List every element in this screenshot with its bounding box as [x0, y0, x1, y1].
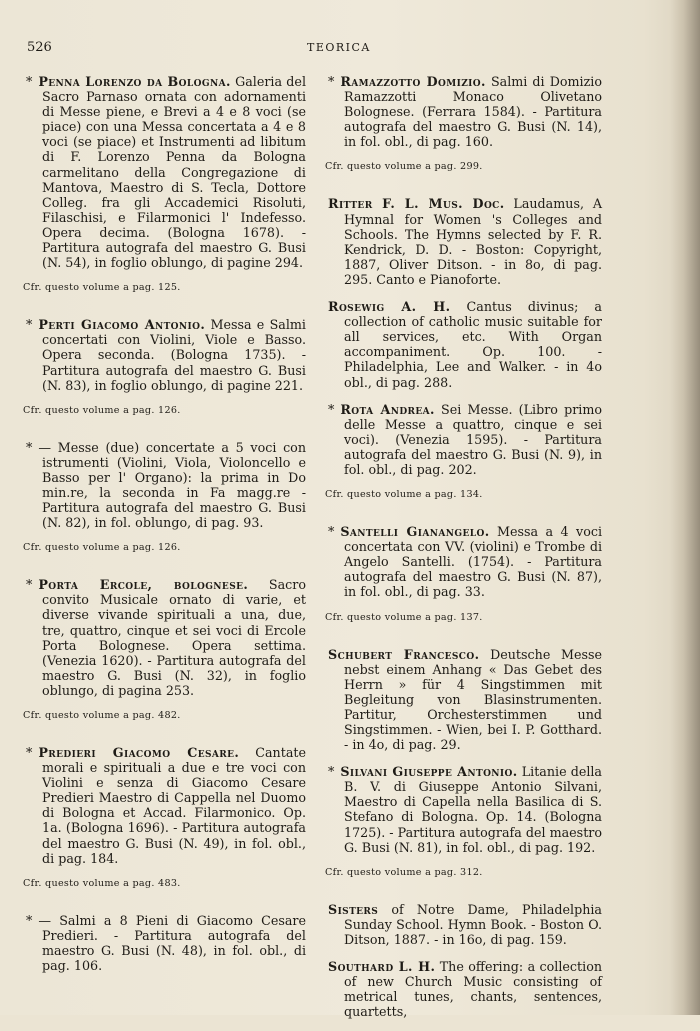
entry-heading: Rota Andrea.	[340, 401, 435, 417]
entry-description: Galeria del Sacro Parnaso ornata con adornamenti di Messe piene, e Brevi a 4 e 8 voci (se piace) con una Messa concertata a 4 e 8 voci (se piace) et Instrumenti ad libitum di F. Lorenzo Penna da Bologna carmelitano della Congregazione di Mantova, Maestro di S. Tecla, Dottore Colleg. fra gli Accademici Risoluti, Filaschisi, e Filarmonici l' Indefesso. Opera decima. (Bologna 1678). - Partitura autografa del maestro G. Busi (N. 54), in foglio oblungo, di pagine 294.	[42, 74, 307, 271]
entry-heading: Southard L. H.	[328, 959, 436, 975]
entry-description: Litanie della B. V. di Giuseppe Antonio Silvani, Maestro di Capella nella Basilica di S. Stefano di Bologna. Op. 14. (Bologna 1725). - Partitura autografa del maestro G. Busi (N. 81), in fol. obl., di pag. 192.	[344, 764, 603, 855]
catalog-entry	[22, 577, 306, 698]
catalog-entry	[22, 317, 306, 392]
page-gutter-shadow	[670, 0, 700, 1015]
catalog-entry	[324, 524, 602, 599]
catalog-entry	[324, 902, 602, 947]
entry-description: Cantate morali e spirituali a due e tre voci con Violini e senza di Giacomo Cesare Predieri Maestro di Cappella nel Duomo di Bologna et Accad. Filarmonico. Op. 1a. (Bologna 1696). - Partitura autografa del maestro G. Busi (N. 49), in fol. obl., di pag. 184.	[42, 745, 306, 866]
cross-reference: Cfr. questo volume a pag. 483.	[23, 877, 181, 889]
catalog-entry	[324, 764, 602, 855]
entry-heading: Penna Lorenzo da Bologna.	[38, 74, 231, 89]
catalog-entry	[22, 74, 306, 270]
entry-heading: Sisters	[328, 901, 379, 917]
cross-reference: Cfr. questo volume a pag. 126.	[23, 404, 181, 416]
entry-star: *	[26, 577, 33, 593]
entry-star: *	[328, 764, 335, 780]
entry-star: *	[328, 74, 335, 89]
entry-description: The offering: a collection of new Church Music consisting of metrical tunes, chants, sentences, quartetts,	[344, 959, 602, 1020]
entry-star: *	[26, 74, 33, 89]
entry-star: *	[26, 439, 33, 455]
entry-description: — Messe (due) concertate a 5 voci con istrumenti (Violini, Viola, Violoncello e Basso per l' Organo): la prima in Do min.re, la seconda in Fa magg.re - Partitura autografa del maestro G. Busi (N. 82), in fol. oblungo, di pag. 93.	[38, 439, 306, 531]
entry-description: of Notre Dame, Philadelphia Sunday School. Hymn Book. - Boston O. Ditson, 1887. - in 16o, di pag. 159.	[344, 901, 602, 947]
entry-description: Sei Messe. (Libro primo delle Messe a quattro, cinque e sei voci). (Venezia 1595). - Partitura autografa del maestro G. Busi (N. 9), in fol. obl., di pag. 202.	[344, 401, 602, 477]
page-header	[27, 40, 660, 60]
entry-description: Messa a 4 voci concertata con VV. (violini) e Trombe di Angelo Santelli. (1754). - Partitura autografa del maestro G. Busi (N. 87), in fol. obl., di pag. 33.	[344, 524, 602, 600]
entry-description: Sacro convito Musicale ornato di varie, et diverse vivande spirituali a una, due, tre, quattro, cinque et sei voci di Ercole Porta Bolognese. Opera settima. (Venezia 1620). - Partitura autografa del maestro G. Busi (N. 32), in foglio oblungo, di pagina 253.	[42, 577, 306, 698]
entry-description: — Salmi a 8 Pieni di Giacomo Cesare Predieri. - Partitura autografa del maestro G. Busi (N. 48), in fol. obl., di pag. 106.	[38, 912, 306, 974]
right-column	[324, 74, 602, 1031]
entry-heading: Rosewig A. H.	[328, 299, 451, 315]
entry-star: *	[26, 745, 33, 760]
entry-heading: Schubert Francesco.	[328, 646, 480, 662]
running-head: TEORICA	[307, 41, 371, 54]
entry-star: *	[26, 912, 33, 928]
catalog-entry	[324, 299, 602, 390]
entry-heading: Porta Ercole, bolognese.	[38, 577, 249, 593]
left-column	[22, 74, 306, 985]
entry-heading: Ramazzotto Domizio.	[340, 74, 486, 89]
entry-description: Salmi di Domizio Ramazzotti Monaco Olivetano Bolognese. (Ferrara 1584). - Partitura autografa del maestro G. Busi (N. 14), in fol. obl., di pag. 160.	[344, 74, 602, 150]
entry-star: *	[328, 524, 335, 540]
cross-reference: Cfr. questo volume a pag. 125.	[23, 282, 181, 294]
entry-heading: Ritter F. L. Mus. Doc.	[328, 196, 505, 212]
catalog-entry	[22, 913, 306, 973]
cross-reference: Cfr. questo volume a pag. 137.	[325, 611, 483, 623]
entry-description: Laudamus, A Hymnal for Women 's Colleges and Schools. The Hymns selected by F. R. Kendrick, D. D. - Boston: Copyright, 1887, Oliver Ditson. - in 8o, di pag. 295. Canto e Pianoforte.	[344, 196, 602, 287]
cross-reference: Cfr. questo volume a pag. 126.	[23, 542, 181, 554]
entry-heading: Predieri Giacomo Cesare.	[38, 745, 240, 760]
entry-description: Messa e Salmi concertati con Violini, Viole e Basso. Opera seconda. (Bologna 1735). - Partitura autografa del maestro G. Busi (N. 83), in foglio oblungo, di pagine 221.	[42, 317, 306, 393]
cross-reference: Cfr. questo volume a pag. 482.	[23, 710, 181, 721]
catalog-entry	[324, 402, 602, 477]
entry-description: Deutsche Messe nebst einem Anhang « Das Gebet des Herrn » für 4 Singstimmen mit Begleitung von Blasinstrumenten. Partitur, Orchesterstimmen und Singstimmen. - Wien, bei I. P. Gotthard. - in 4o, di pag. 29.	[344, 646, 602, 753]
catalog-entry	[324, 647, 602, 753]
entry-heading: Silvani Giuseppe Antonio.	[340, 764, 518, 780]
entry-description: Cantus divinus; a collection of catholic music suitable for all services, etc. With Organ accompaniment. Op. 100. - Philadelphia, Lee and Walker. - in 4o obl., di pag. 288.	[344, 299, 602, 390]
cross-reference: Cfr. questo volume a pag. 312.	[325, 866, 483, 878]
cross-reference: Cfr. questo volume a pag. 134.	[325, 489, 483, 501]
cross-reference: Cfr. questo volume a pag. 299.	[325, 161, 483, 173]
entry-star: *	[26, 317, 33, 333]
catalog-entry	[22, 440, 306, 531]
page-number: 526	[27, 40, 52, 55]
entry-star: *	[328, 401, 335, 417]
catalog-entry	[22, 745, 306, 866]
entry-heading: Perti Giacomo Antonio.	[38, 317, 206, 333]
catalog-entry	[324, 196, 602, 287]
catalog-entry	[324, 959, 602, 1019]
entry-heading: Santelli Gianangelo.	[340, 524, 490, 540]
catalog-entry	[324, 74, 602, 149]
